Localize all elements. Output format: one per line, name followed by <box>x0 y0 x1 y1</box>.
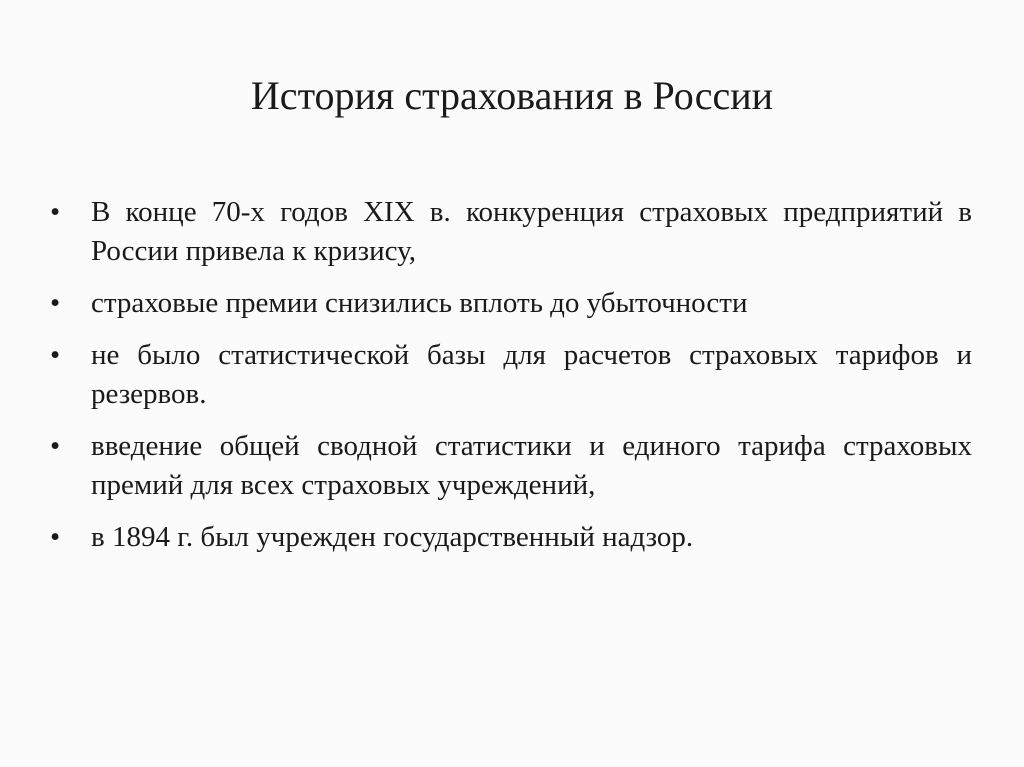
bullet-item <box>50 193 972 271</box>
bullet-dot-icon: • <box>50 339 61 371</box>
bullet-dot-icon: • <box>50 430 61 462</box>
bullet-item <box>50 284 972 323</box>
bullet-text: В конце 70-х годов XIX в. конкуренция страховых предприятий в России привела к кризису, <box>91 196 972 267</box>
bullet-dot-icon: • <box>50 521 61 553</box>
slide-title: История страхования в России <box>250 73 774 118</box>
bullet-list <box>50 193 972 570</box>
bullet-text: страховые премии снизились вплоть до убыточности <box>91 287 748 319</box>
bullet-item <box>50 427 972 505</box>
bullet-text: в 1894 г. был учрежден государственный надзор. <box>91 521 694 553</box>
bullet-dot-icon: • <box>50 287 61 319</box>
bullet-item <box>50 336 972 414</box>
bullet-item <box>50 518 972 557</box>
bullet-text: введение общей сводной статистики и единого тарифа страховых премий для всех страховых учреждений, <box>91 430 972 501</box>
bullet-dot-icon: • <box>50 196 61 228</box>
bullet-text: не было статистической базы для расчетов страховых тарифов и резервов. <box>91 339 972 410</box>
